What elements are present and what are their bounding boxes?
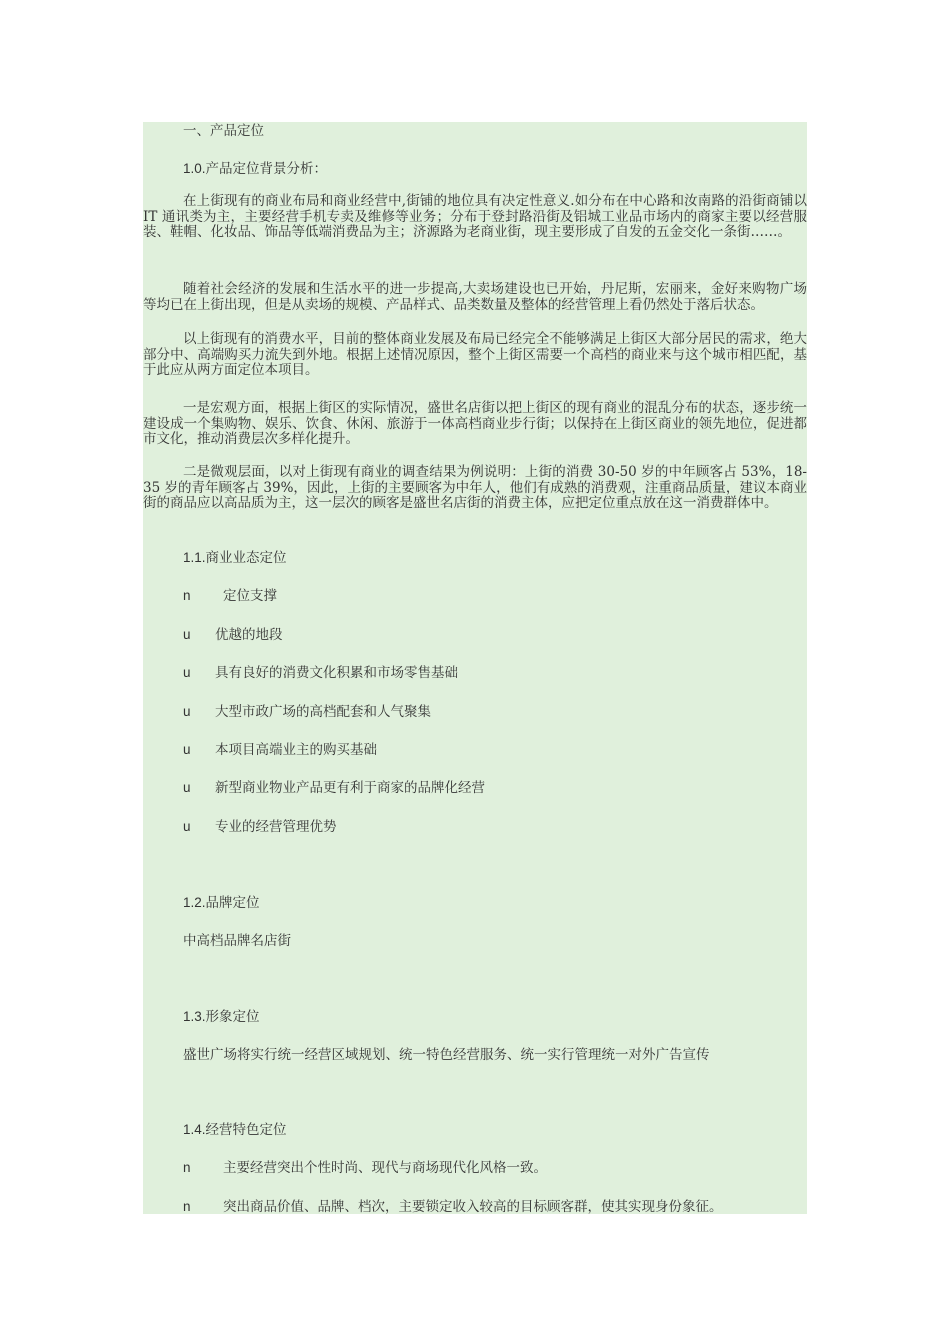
n-marker: n [183, 1160, 191, 1175]
bullet-item: 专业的经营管理优势 [215, 819, 337, 835]
feature-item: 突出商品价值、品牌、档次，主要锁定收入较高的目标顾客群，使其实现身份象征。 [223, 1199, 723, 1215]
subsection-heading-1-3: 1.3.形象定位 [183, 1009, 260, 1024]
support-title: 定位支撑 [223, 588, 277, 604]
u-marker: u [183, 665, 191, 680]
u-marker: u [183, 627, 191, 642]
bullet-item: 具有良好的消费文化积累和市场零售基础 [215, 665, 458, 681]
u-marker: u [183, 780, 191, 795]
paragraph-5: 二是微观层面，以对上街现有商业的调查结果为例说明：上街的消费 30-50 岁的中年顾客占 53%，18-35 岁的青年顾客占 39%，因此，上街的主要顾客为中年人，他们有成熟的消费观，注重商品质量，建议本商业街的商品应以高品质为主，这一层次的顾客是盛世名店街的消费主体，应把定位重点放在这一消费群体中。 [143, 464, 807, 511]
n-marker: n [183, 1199, 191, 1214]
feature-item: 主要经营突出个性时尚、现代与商场现代化风格一致。 [223, 1160, 547, 1176]
u-marker: u [183, 704, 191, 719]
subsection-heading-1-2: 1.2.品牌定位 [183, 895, 260, 910]
image-positioning-text: 盛世广场将实行统一经营区域规划、统一特色经营服务、统一实行管理统一对外广告宣传 [183, 1047, 710, 1063]
subsection-heading-1-4: 1.4.经营特色定位 [183, 1122, 287, 1137]
u-marker: u [183, 742, 191, 757]
paragraph-1: 在上街现有的商业布局和商业经营中,街铺的地位具有决定性意义.如分布在中心路和汝南路的沿街商铺以 IT 通讯类为主，主要经营手机专卖及维修等业务；分布于登封路沿街及铝城工业品市场内的商家主要以经营服装、鞋帽、化妆品、饰品等低端消费品为主；济源路为老商业街，现主要形成了自发的五金交化一条街……。 [143, 193, 807, 240]
bullet-item: 优越的地段 [215, 627, 283, 643]
paragraph-3: 以上街现有的消费水平，目前的整体商业发展及布局已经完全不能够满足上街区大部分居民的需求，绝大部分中、高端购买力流失到外地。根据上述情况原因，整个上街区需要一个高档的商业来与这个城市相匹配，基于此应从两方面定位本项目。 [143, 331, 807, 378]
paragraph-2: 随着社会经济的发展和生活水平的进一步提高,大卖场建设也已开始，丹尼斯，宏丽来，金好来购物广场等均已在上街出现，但是从卖场的规模、产品样式、品类数量及整体的经营管理上看仍然处于落后状态。 [143, 281, 807, 313]
subsection-heading-1-0: 1.0.产品定位背景分析： [183, 161, 328, 176]
bullet-item: 大型市政广场的高档配套和人气聚集 [215, 704, 431, 720]
bullet-item: 本项目高端业主的购买基础 [215, 742, 377, 758]
n-marker: n [183, 588, 191, 603]
u-marker: u [183, 819, 191, 834]
brand-positioning-text: 中高档品牌名店街 [183, 933, 291, 949]
document-panel [143, 122, 807, 1214]
subsection-heading-1-1: 1.1.商业业态定位 [183, 550, 287, 565]
bullet-item: 新型商业物业产品更有利于商家的品牌化经营 [215, 780, 485, 796]
paragraph-4: 一是宏观方面，根据上街区的实际情况，盛世名店街以把上街区的现有商业的混乱分布的状态，逐步统一建设成一个集购物、娱乐、饮食、休闲、旅游于一体高档商业步行街；以保持在上街区商业的领先地位，促进都市文化，推动消费层次多样化提升。 [143, 400, 807, 447]
section-heading: 一、产品定位 [183, 123, 264, 139]
